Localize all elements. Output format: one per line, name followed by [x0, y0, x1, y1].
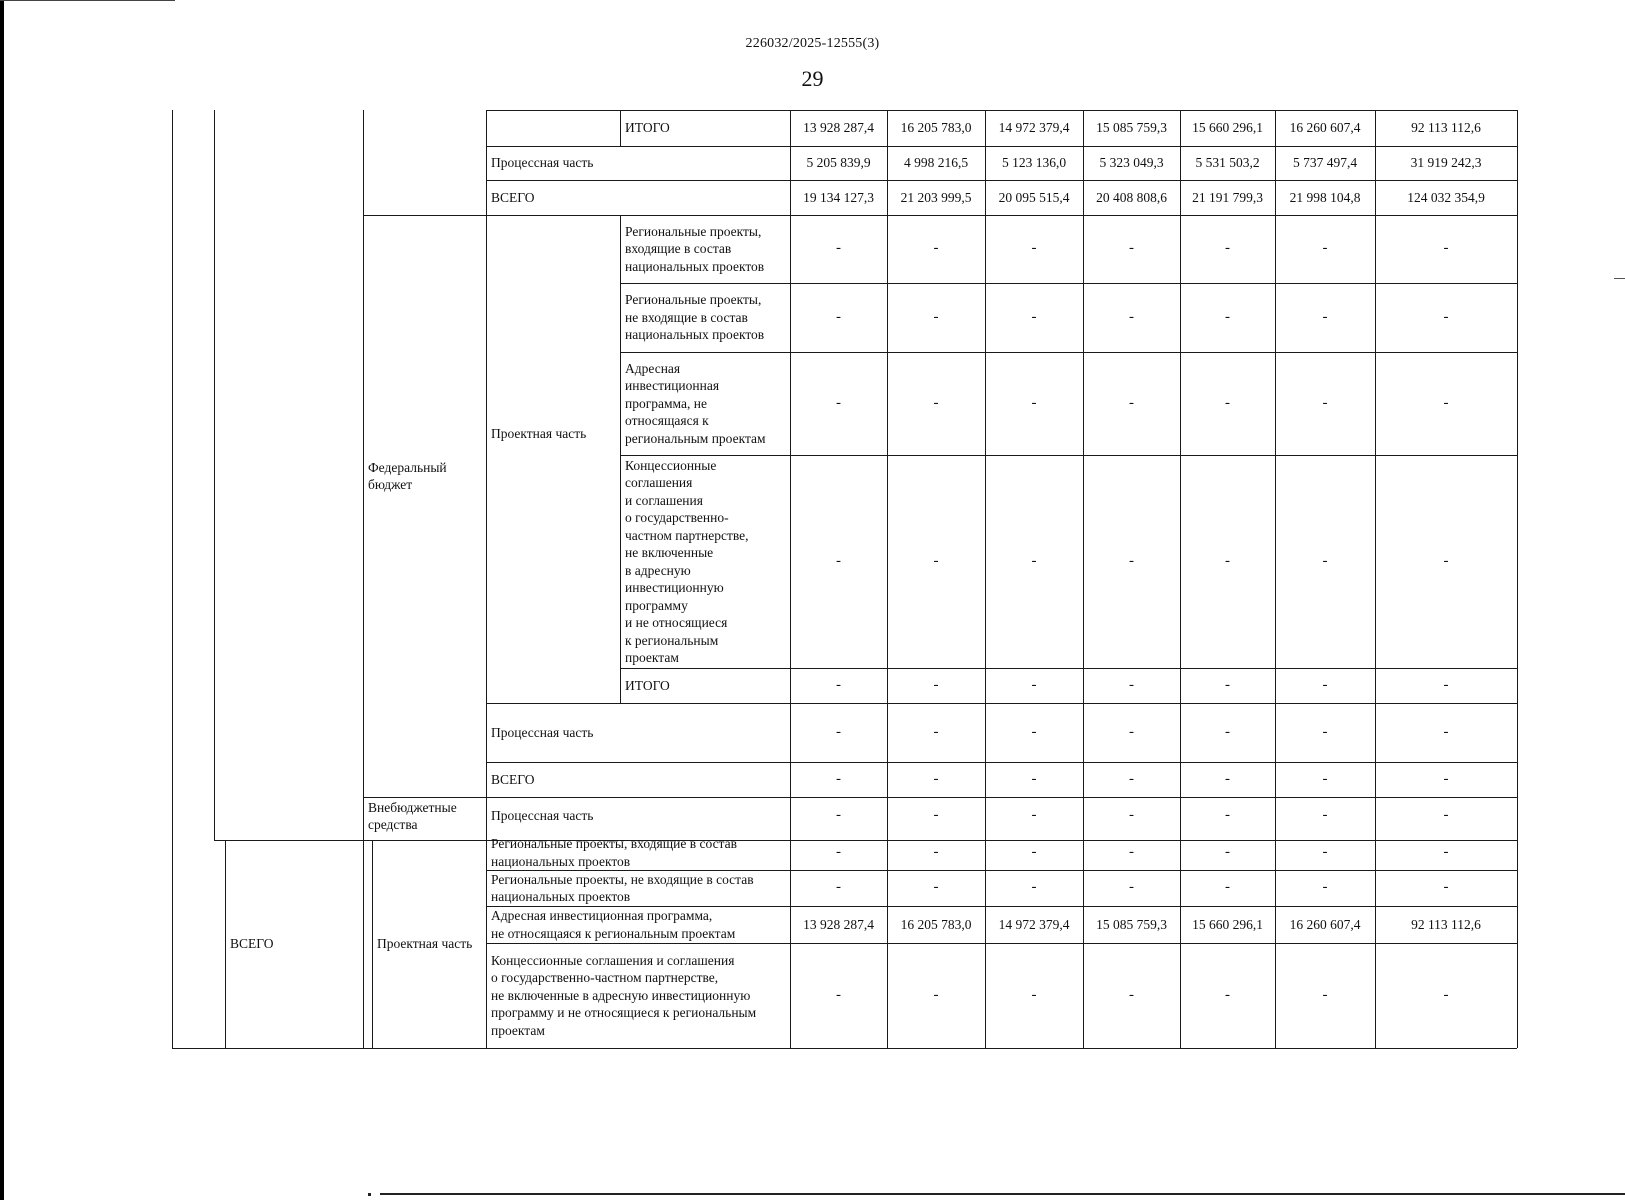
value-cell: -	[1225, 676, 1230, 693]
value-cell: -	[1129, 807, 1134, 824]
value-cell: -	[1322, 986, 1328, 1003]
value-cell: 5 123 136,0	[1001, 155, 1067, 171]
value-cell: -	[1129, 308, 1134, 325]
value-cell: -	[836, 676, 841, 693]
value-cell: -	[1129, 986, 1134, 1003]
row-label-process: Процессная часть	[491, 808, 594, 824]
value-cell: 31 919 242,3	[1410, 155, 1482, 171]
value-cell: -	[836, 986, 841, 1003]
value-cell: -	[1129, 723, 1134, 740]
value-cell: -	[933, 843, 939, 860]
value-cell: -	[1031, 843, 1037, 860]
value-cell: -	[1031, 879, 1037, 896]
value-cell: -	[1129, 240, 1134, 257]
value-cell: -	[933, 770, 939, 787]
value-cell: -	[1129, 676, 1134, 693]
row-label-vsego: ВСЕГО	[491, 189, 535, 205]
value-cell: 13 928 287,4	[803, 916, 874, 932]
value-cell: -	[1443, 879, 1449, 896]
value-cell: -	[1225, 723, 1230, 740]
value-cell: -	[933, 552, 939, 569]
row-label-regional-non-national: Региональные проекты, не входящие в состав национальных проектов	[491, 871, 754, 904]
value-cell: -	[1225, 843, 1230, 860]
value-cell: -	[933, 986, 939, 1003]
value-cell: -	[1443, 723, 1449, 740]
value-cell: -	[1129, 843, 1134, 860]
value-cell: -	[1031, 723, 1037, 740]
value-cell: -	[1443, 394, 1449, 411]
value-cell: -	[1129, 394, 1134, 411]
value-cell: -	[1129, 552, 1134, 569]
value-cell: 5 205 839,9	[806, 155, 871, 171]
row-label-address-investment: Адресная инвестиционная программа, не относящаяся к региональным проектам	[491, 908, 736, 941]
value-cell: 15 660 296,1	[1192, 120, 1263, 136]
document-number: 226032/2025-12555(3)	[745, 36, 880, 51]
table-rule	[172, 1048, 1517, 1049]
row-label-vsego: ВСЕГО	[491, 771, 535, 787]
row-label-process: Процессная часть	[491, 724, 594, 740]
row-label-itogo: ИТОГО	[625, 120, 670, 136]
value-cell: -	[1031, 676, 1037, 693]
value-cell: 20 408 808,6	[1096, 189, 1167, 205]
value-cell: 15 085 759,3	[1096, 120, 1167, 136]
value-cell: -	[933, 879, 939, 896]
value-cell: -	[836, 879, 841, 896]
row-label-concessions: Концессионные соглашения и соглашения о государственно-частном партнерстве, не включенные в адресную инвестиционную программу и не относящиеся к региональным проектам	[491, 952, 757, 1038]
value-cell: -	[1322, 879, 1328, 896]
table-rule	[172, 110, 173, 1048]
value-cell: -	[836, 843, 841, 860]
value-cell: 92 113 112,6	[1411, 120, 1481, 136]
value-cell: -	[1129, 879, 1134, 896]
value-cell: -	[1129, 770, 1134, 787]
value-cell: 15 660 296,1	[1192, 916, 1263, 932]
budget-label-federal: Федеральный бюджет	[368, 459, 447, 492]
value-cell: 5 323 049,3	[1099, 155, 1164, 171]
value-cell: -	[1443, 770, 1449, 787]
value-cell: -	[836, 394, 841, 411]
value-cell: 13 928 287,4	[803, 120, 874, 136]
value-cell: -	[1225, 879, 1230, 896]
value-cell: -	[1322, 676, 1328, 693]
value-cell: -	[1031, 308, 1037, 325]
value-cell: 16 260 607,4	[1289, 916, 1361, 932]
value-cell: -	[1322, 807, 1328, 824]
value-cell: -	[1443, 552, 1449, 569]
value-cell: 14 972 379,4	[998, 120, 1070, 136]
table-rule	[1517, 110, 1518, 1048]
value-cell: -	[933, 240, 939, 257]
value-cell: 21 998 104,8	[1289, 189, 1361, 205]
value-cell: -	[1443, 308, 1449, 325]
row-label-regional-national: Региональные проекты, входящие в состав национальных проектов	[491, 836, 737, 869]
row-label-itogo: ИТОГО	[625, 677, 670, 693]
value-cell: 16 205 783,0	[900, 916, 972, 932]
value-cell: -	[1322, 240, 1328, 257]
page-number: 29	[801, 66, 824, 91]
value-cell: -	[1031, 240, 1037, 257]
row-label-regional-national: Региональные проекты, входящие в состав национальных проектов	[625, 223, 765, 274]
scan-artifact-mark	[1614, 278, 1625, 279]
value-cell: -	[1225, 986, 1230, 1003]
row-label-concessions: Концессионные соглашения и соглашения о государственно- частном партнерстве, не включенные в адресную инвестиционную программу и не относящиеся к региональным проектам	[625, 457, 749, 665]
budget-label-offbudget: Внебюджетные средства	[368, 799, 457, 832]
value-cell: -	[1443, 676, 1449, 693]
value-cell: -	[836, 240, 841, 257]
value-cell: -	[1225, 394, 1230, 411]
value-cell: -	[1322, 723, 1328, 740]
value-cell: -	[933, 676, 939, 693]
value-cell: -	[933, 723, 939, 740]
value-cell: -	[1225, 552, 1230, 569]
value-cell: -	[1225, 807, 1230, 824]
value-cell: 4 998 216,5	[903, 155, 969, 171]
value-cell: -	[1031, 394, 1037, 411]
category-label-project: Проектная часть	[491, 426, 587, 442]
value-cell: -	[1443, 807, 1449, 824]
value-cell: 92 113 112,6	[1411, 916, 1481, 932]
value-cell: 21 203 999,5	[900, 189, 972, 205]
value-cell: 124 032 354,9	[1407, 189, 1485, 205]
value-cell: -	[1443, 986, 1449, 1003]
scan-edge	[0, 0, 4, 1200]
value-cell: -	[1031, 986, 1037, 1003]
section-label-total: ВСЕГО	[230, 936, 274, 952]
category-label-project: Проектная часть	[377, 936, 473, 952]
value-cell: -	[836, 770, 841, 787]
value-cell: -	[1322, 552, 1328, 569]
value-cell: -	[1322, 843, 1328, 860]
value-cell: 14 972 379,4	[998, 916, 1070, 932]
value-cell: -	[1443, 240, 1449, 257]
value-cell: 20 095 515,4	[998, 189, 1070, 205]
row-label-regional-non-national: Региональные проекты, не входящие в состав национальных проектов	[625, 292, 765, 343]
value-cell: 5 737 497,4	[1292, 155, 1358, 171]
value-cell: -	[933, 308, 939, 325]
value-cell: -	[1225, 240, 1230, 257]
value-cell: -	[1322, 770, 1328, 787]
value-cell: 19 134 127,3	[803, 189, 874, 205]
value-cell: -	[1443, 843, 1449, 860]
value-cell: 15 085 759,3	[1096, 916, 1167, 932]
scan-artifact-line	[380, 1193, 1625, 1195]
row-label-process: Процессная часть	[491, 155, 594, 171]
value-cell: -	[1031, 807, 1037, 824]
value-cell: -	[836, 308, 841, 325]
value-cell: 5 531 503,2	[1195, 155, 1260, 171]
value-cell: -	[933, 807, 939, 824]
value-cell: -	[1225, 770, 1230, 787]
row-label-address-investment: Адресная инвестиционная программа, не относящаяся к региональным проектам	[625, 360, 766, 446]
value-cell: -	[1031, 770, 1037, 787]
value-cell: 16 205 783,0	[900, 120, 972, 136]
value-cell: 21 191 799,3	[1192, 189, 1263, 205]
value-cell: -	[1322, 394, 1328, 411]
scan-artifact-mark	[368, 1193, 371, 1196]
value-cell: -	[933, 394, 939, 411]
value-cell: -	[836, 723, 841, 740]
table-rule	[214, 110, 215, 840]
value-cell: -	[1322, 308, 1328, 325]
value-cell: -	[836, 552, 841, 569]
value-cell: -	[1031, 552, 1037, 569]
scan-artifact-line	[0, 0, 175, 1]
value-cell: 16 260 607,4	[1289, 120, 1361, 136]
value-cell: -	[836, 807, 841, 824]
value-cell: -	[1225, 308, 1230, 325]
